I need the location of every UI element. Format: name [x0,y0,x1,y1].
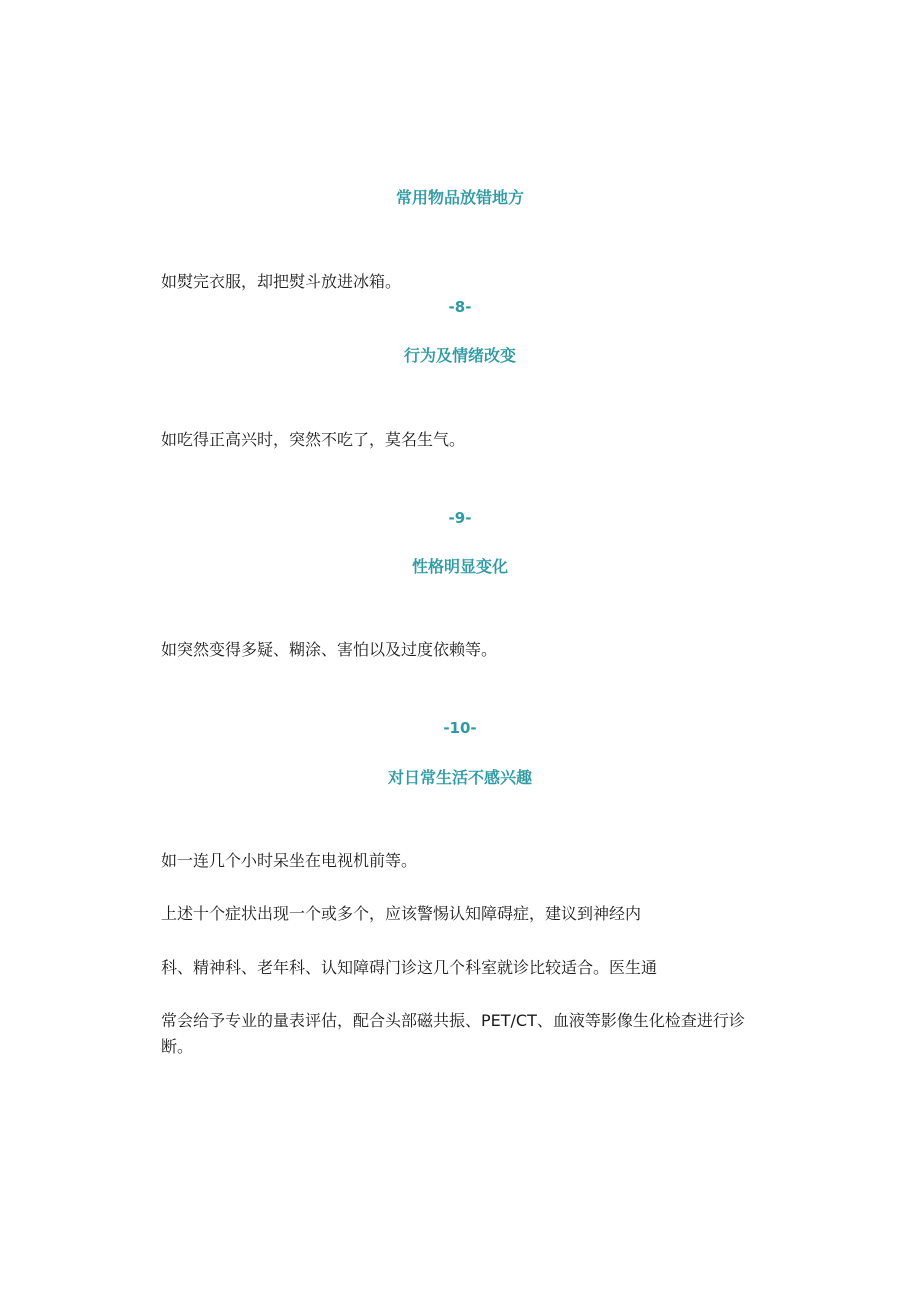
section-number: -9- [448,509,472,527]
section-text: 如吃得正高兴时，突然不吃了，莫名生气。 [161,430,466,449]
section-heading: 行为及情绪改变 [403,346,516,365]
section-heading: 对日常生活不感兴趣 [387,768,532,787]
section-text: 如熨完衣服，却把熨斗放进冰箱。 [161,272,402,291]
section-text: 如突然变得多疑、糊涂、害怕以及过度依赖等。 [161,640,498,659]
section-heading: 性格明显变化 [411,557,508,576]
section-text: 如一连几个小时呆坐在电视机前等。 [161,851,418,870]
section-number: -8- [448,298,472,316]
conclusion-line: 科、精神科、老年科、认知障碍门诊这几个科室就诊比较适合。医生通 [161,958,658,977]
conclusion-line: 常会给予专业的量表评估，配合头部磁共振、PET/CT、血液等影像生化检查进行诊断。 [161,1011,745,1056]
conclusion-line: 上述十个症状出现一个或多个，应该警惕认知障碍症，建议到神经内 [161,904,642,923]
section-number: -10- [443,719,477,737]
section-heading: 常用物品放错地方 [395,188,524,207]
